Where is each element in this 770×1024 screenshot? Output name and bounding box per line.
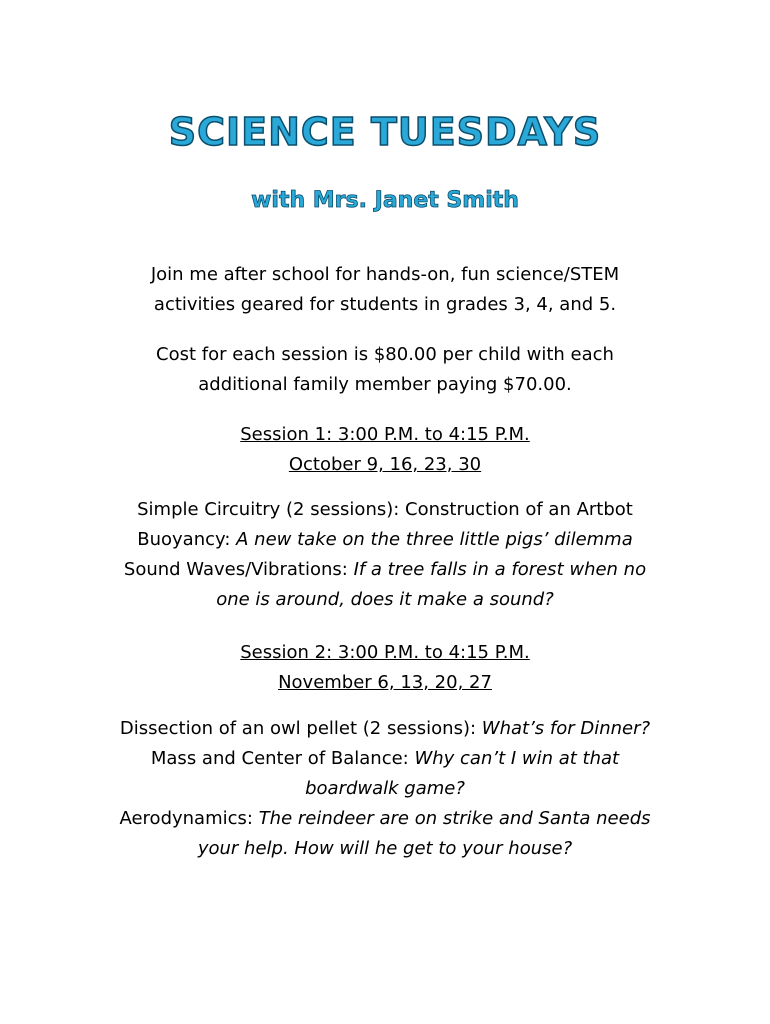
session-2-topic [20,804,750,834]
session-1-dates: October 9, 16, 23, 30 [288,454,482,475]
topic-description-continued: one is around, does it make a sound? [216,589,554,610]
session-1-topics [20,495,750,615]
topic-label: Mass and Center of Balance: [150,748,415,769]
topic-label: Sound Waves/Vibrations: [123,559,354,580]
session-2-topic [20,744,750,774]
cost-line-1: Cost for each session is $80.00 per child with each [156,344,614,365]
session-2-dates: November 6, 13, 20, 27 [278,672,492,693]
page-subtitle: with Mrs. Janet Smith [251,188,519,213]
topic-description: A new take on the three little pigs’ dilemma [236,529,633,550]
intro-line-1: Join me after school for hands-on, fun science/STEM [150,264,620,285]
session-1-topic [20,525,750,555]
cost-paragraph [70,340,700,400]
topic-description: What’s for Dinner? [481,718,651,739]
intro-line-2: activities geared for students in grades 3, 4, and 5. [153,294,617,315]
intro-paragraph [70,260,700,320]
topic-description: The reindeer are on strike and Santa needs [258,808,651,829]
topic-label: Simple Circuitry (2 sessions): Construction of an Artbot [137,499,633,520]
cost-line-2: additional family member paying $70.00. [198,374,572,395]
topic-description: Why can’t I win at that [414,748,620,769]
topic-label: Aerodynamics: [119,808,259,829]
topic-description-continued: boardwalk game? [305,778,465,799]
session-2-time: Session 2: 3:00 P.M. to 4:15 P.M. [240,642,530,663]
topic-description-continued: your help. How will he get to your house? [197,838,573,859]
session-1-header [70,420,700,480]
session-2-header [70,638,700,698]
topic-description: If a tree falls in a forest when no [353,559,647,580]
topic-label: Buoyancy: [137,529,237,550]
session-2-topics [20,714,750,864]
session-1-topic [20,555,750,585]
session-1-time: Session 1: 3:00 P.M. to 4:15 P.M. [240,424,530,445]
topic-label: Dissection of an owl pellet (2 sessions): [119,718,482,739]
session-2-topic [20,714,750,744]
session-1-topic [20,495,750,525]
page-title: SCIENCE TUESDAYS [168,110,602,154]
